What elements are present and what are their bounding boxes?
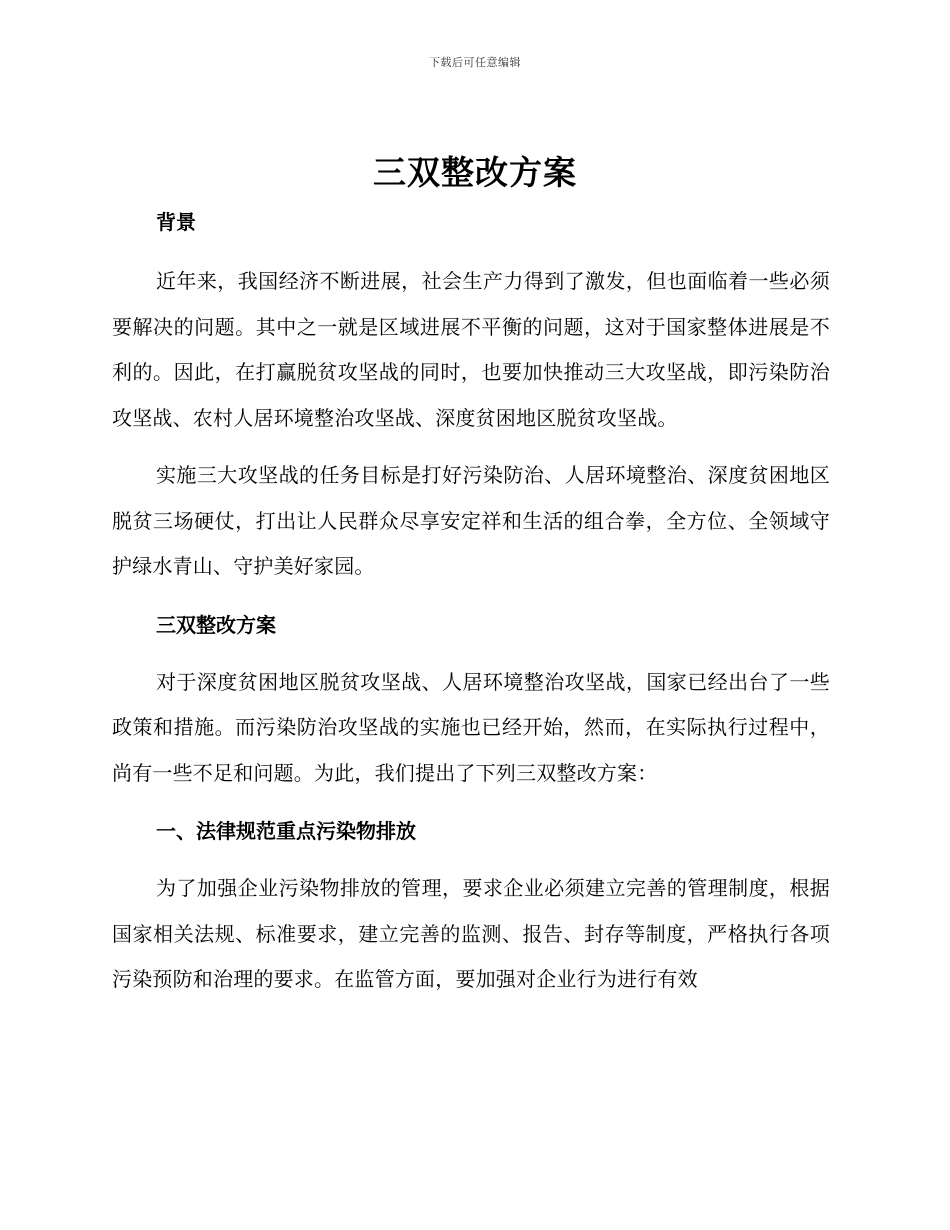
section-heading: 背景 xyxy=(156,210,196,234)
paragraph: 为了加强企业污染物排放的管理，要求企业必须建立完善的管理制度，根据国家相关法规、标准要求，建立完善的监测、报告、封存等制度，严格执行各项污染预防和治理的要求。在监管方面，要加强对企业行为进行有效 xyxy=(112,876,830,991)
section-rectification-plan xyxy=(112,602,830,797)
header-note: 下载后可任意编辑 xyxy=(429,56,521,69)
section-background xyxy=(112,199,830,590)
document-title: 三双整改方案 xyxy=(373,153,577,192)
document-body xyxy=(112,199,830,1003)
section-heading: 三双整改方案 xyxy=(156,612,276,637)
section-heading: 一、法律规范重点污染物排放 xyxy=(156,819,416,843)
section-pollutant-regulation xyxy=(112,808,830,1003)
paragraph: 对于深度贫困地区脱贫攻坚战、人居环境整治攻坚战，国家已经出台了一些政策和措施。而污染防治攻坚战的实施也已经开始，然而，在实际执行过程中，尚有一些不足和问题。为此，我们提出了下列三双整改方案： xyxy=(112,669,830,785)
paragraph: 实施三大攻坚战的任务目标是打好污染防治、人居环境整治、深度贫困地区脱贫三场硬仗，打出让人民群众尽享安定祥和生活的组合拳，全方位、全领域守护绿水青山、守护美好家园。 xyxy=(112,463,830,578)
paragraph: 近年来，我国经济不断进展，社会生产力得到了激发，但也面临着一些必须要解决的问题。其中之一就是区域进展不平衡的问题，这对于国家整体进展是不利的。因此，在打赢脱贫攻坚战的同时，也要加快推动三大攻坚战，即污染防治攻坚战、农村人居环境整治攻坚战、深度贫困地区脱贫攻坚战。 xyxy=(112,269,830,430)
